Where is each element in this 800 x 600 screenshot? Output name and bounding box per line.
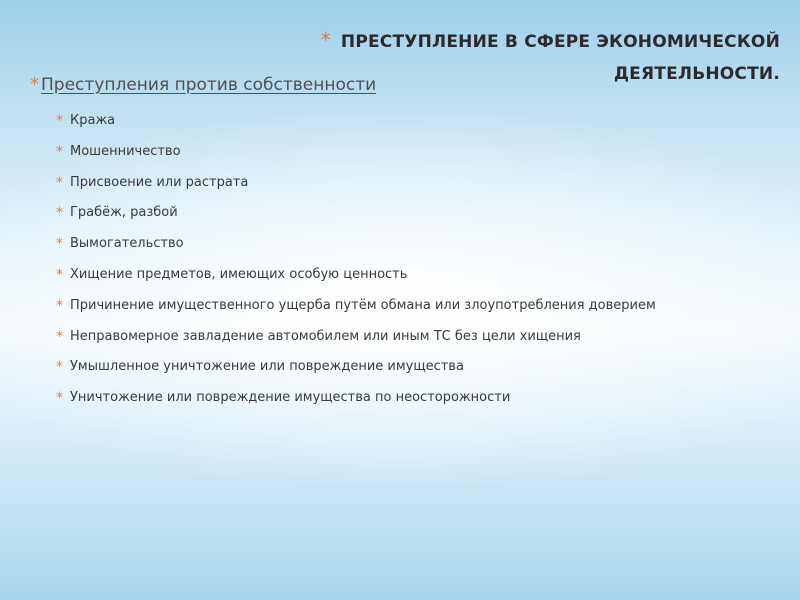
list-item (56, 267, 656, 298)
list-item (56, 236, 656, 267)
list-item-text: Причинение имущественного ущерба путём обмана или злоупотребления доверием (70, 297, 656, 313)
list-item-text: Присвоение или растрата (70, 174, 249, 190)
heading-text: Преступления против собственности (41, 75, 377, 95)
list-bullet: * (56, 113, 63, 129)
list-item (56, 390, 656, 421)
slide-title-line-2: ДЕЯТЕЛЬНОСТИ. (613, 64, 780, 84)
crime-list (56, 113, 656, 421)
list-item-text: Кража (70, 113, 116, 128)
list-bullet: * (56, 266, 63, 283)
list-item-text: Неправомерное завладение автомобилем или иным ТС без цели хищения (70, 328, 581, 344)
section-heading (30, 74, 376, 95)
list-item (56, 298, 656, 329)
list-bullet: * (56, 359, 63, 376)
list-item-text: Вымогательство (70, 236, 184, 252)
list-item-text: Уничтожение или повреждение имущества по неосторожности (70, 390, 511, 406)
title-line-1-text: ПРЕСТУПЛЕНИЕ В СФЕРЕ ЭКОНОМИЧЕСКОЙ (340, 32, 780, 52)
slide-title-line-1 (260, 24, 780, 58)
list-item (56, 205, 656, 236)
list-bullet: * (56, 328, 63, 345)
title-bullet: * (320, 28, 331, 52)
list-bullet: * (56, 143, 63, 160)
list-item (56, 175, 656, 206)
list-item (56, 113, 656, 144)
list-bullet: * (56, 205, 63, 222)
list-bullet: * (56, 174, 63, 191)
list-bullet: * (56, 297, 63, 314)
list-item-text: Мошенничество (70, 143, 181, 159)
list-item (56, 144, 656, 175)
list-bullet: * (56, 236, 63, 253)
list-item-text: Грабёж, разбой (70, 205, 178, 221)
list-item (56, 359, 656, 390)
list-bullet: * (56, 390, 63, 407)
heading-bullet: * (30, 74, 39, 95)
list-item (56, 329, 656, 360)
list-item-text: Умышленное уничтожение или повреждение имущества (70, 359, 464, 375)
list-item-text: Хищение предметов, имеющих особую ценность (70, 266, 408, 282)
